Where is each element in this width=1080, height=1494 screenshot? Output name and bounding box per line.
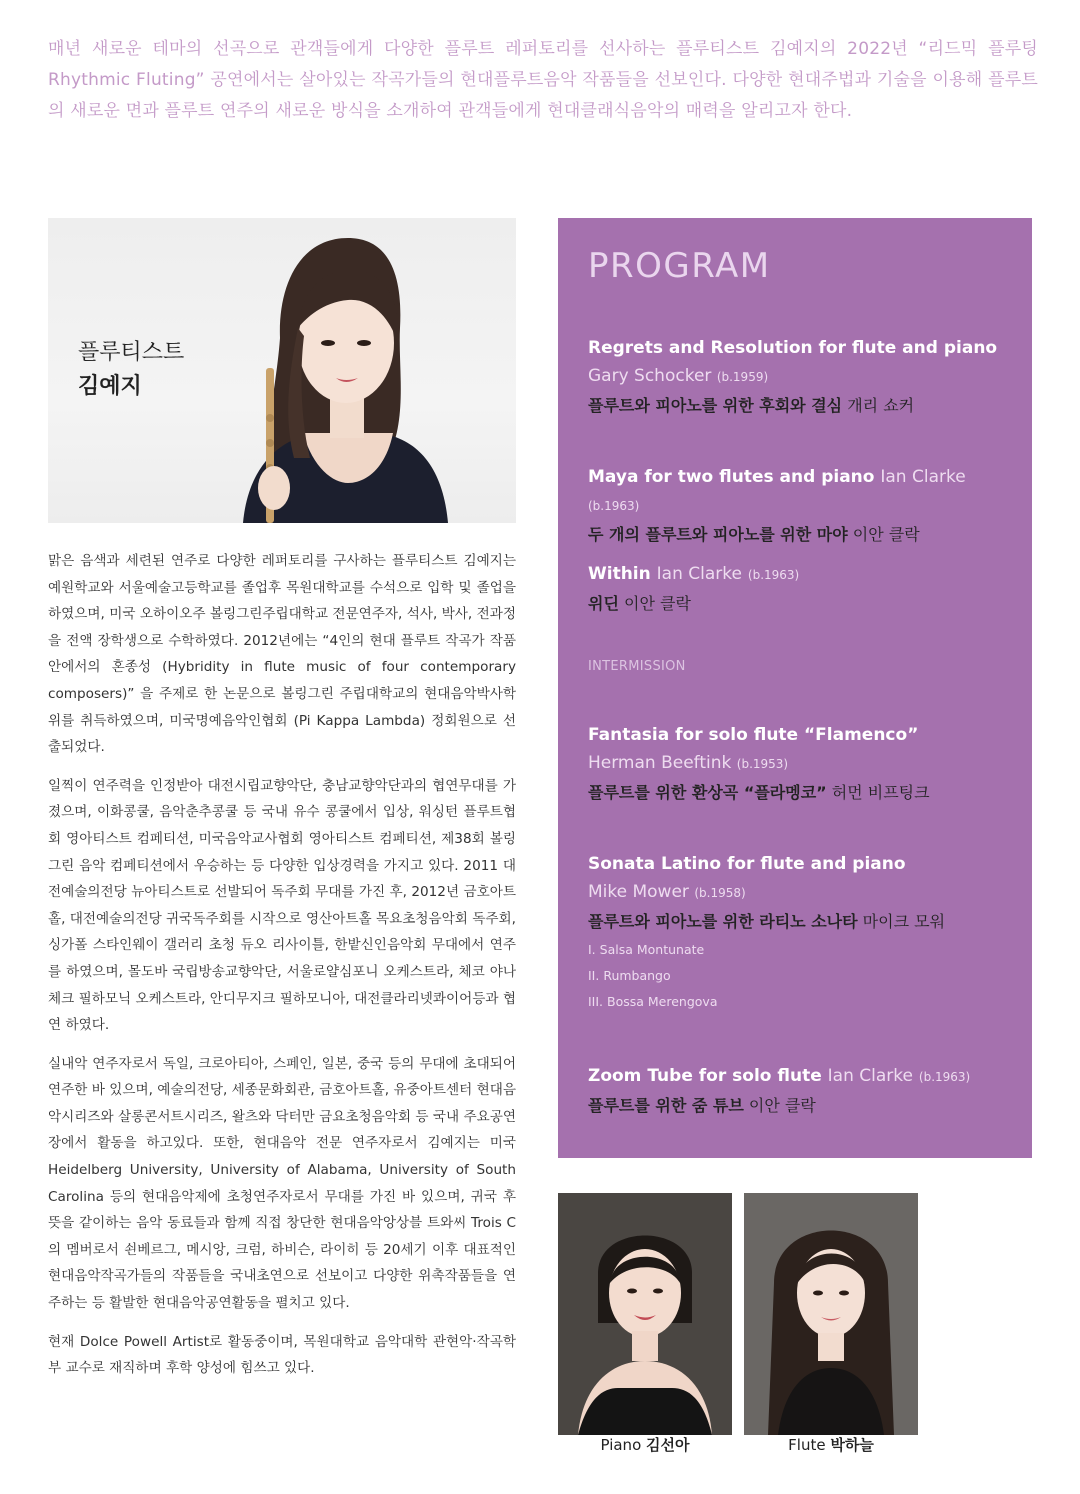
movement-item: I. Salsa Montunate — [588, 942, 705, 957]
flutist-photo — [48, 218, 516, 523]
program-piece — [588, 334, 1018, 421]
program-piece — [588, 463, 1018, 550]
pianist-caption: Piano 김선아 — [600, 1436, 690, 1454]
biography — [48, 548, 516, 1394]
piece-title: Regrets and Resolution for flute and piano — [588, 338, 998, 358]
flutist-role: 플루티스트 — [78, 340, 185, 365]
piece-korean: 두 개의 플루트와 피아노를 위한 마야 이안 클락 — [588, 525, 920, 544]
flutist2-photo — [744, 1193, 918, 1435]
piece-korean: 플루트와 피아노를 위한 라티노 소나타 마이크 모워 — [588, 912, 946, 931]
bio-paragraph: 실내악 연주자로서 독일, 크로아티아, 스페인, 일본, 중국 등의 무대에 초대되어 연주한 바 있으며, 예술의전당, 세종문화회관, 금호아트홀, 유중아트센터 현대음악시리즈와 살롱콘서트시리즈, 왈츠와 닥터만 금요초청음악회 등 국내 주요공연장에서 활동을 하고있다. 또한, 현대음악 전문 연주자로서 김예지는 미국 Heidelberg University, University of Alabama, University of South Carolina 등의 현대음악제에 초청연주자로서 무대를 가진 바 있으며, 귀국 후 뜻을 같이하는 음악 동료들과 함께 직접 창단한 현대음악앙상블 트와씨 Trois C 의 멤버로서 쇤베르그, 메시앙, 크럼, 하비슨, 라이히 등 20세기 이후 대표적인 현대음악작곡가들의 작품들을 국내초연으로 선보이고 다양한 위촉작품들을 연주하는 등 활발한 현대음악공연활동을 펼치고 있다. — [48, 1055, 516, 1312]
program-piece — [588, 721, 1018, 808]
movement-item: II. Rumbango — [588, 968, 671, 983]
program-piece — [588, 850, 1018, 1015]
movement-item: III. Bossa Merengova — [588, 994, 718, 1009]
piece-korean: 플루트를 위한 줌 튜브 이안 클락 — [588, 1096, 816, 1115]
pianist-photo — [558, 1193, 732, 1435]
program-piece — [588, 560, 1018, 619]
bio-paragraph: 일찍이 연주력을 인정받아 대전시립교향악단, 충남교향악단과의 협연무대를 가졌으며, 이화콩쿨, 음악춘추콩쿨 등 국내 유수 콩쿨에서 입상, 워싱턴 플루트협회 영아티스트 컴페티션, 미국음악교사협회 영아티스트 컴페티션, 제38회 볼링그린 음악 컴페티션에서 우승하는 등 다양한 입상경력을 가지고 있다. 2011 대전예술의전당 뉴아티스트로 선발되어 독주회 무대를 가진 후, 2012년 금호아트홀, 대전예술의전당 귀국독주회를 시작으로 영산아트홀 목요초청음악회 독주회, 싱가폴 스타인웨이 갤러리 초청 듀오 리사이틀, 한밭신인음악회 무대에서 연주를 하였으며, 몰도바 국립방송교향악단, 서울로얄심포니 오케스트라, 체코 야나체크 필하모닉 오케스트라, 안디무지크 필하모니아, 대전클라리넷콰이어등과 협연 하였다. — [48, 777, 516, 1034]
pianist-portrait-illustration — [558, 1193, 732, 1435]
piece-title: Sonata Latino for flute and piano — [588, 854, 906, 874]
piece-korean: 플루트를 위한 환상곡 “플라멩코” 허먼 비프팅크 — [588, 783, 930, 802]
piece-composer: Mike Mower (b.1958) — [588, 882, 746, 902]
piece-title: Zoom Tube for solo flute Ian Clarke (b.1963) — [588, 1066, 971, 1086]
flutist-caption — [78, 336, 184, 404]
intermission-label: INTERMISSION — [588, 659, 686, 674]
bio-paragraph: 맑은 음색과 세련된 연주로 다양한 레퍼토리를 구사하는 플루티스트 김예지는 예원학교와 서울예술고등학교를 졸업후 목원대학교를 수석으로 입학 및 졸업을 하였으며, 미국 오하이오주 볼링그린주립대학교 전문연주자, 석사, 박사, 전과정을 전액 장학생으로 수학하였다. 2012년에는 “4인의 현대 플루트 작곡가 작품 안에서의 혼종성 (Hybridity in flute music of four contemporary composers)” 을 주제로 한 논문으로 볼링그린 주립대학교의 현대음악박사학위를 취득하였으며, 미국명예음악인협회 (Pi Kappa Lambda) 정회원으로 선출되었다. — [48, 553, 516, 756]
flutist2-caption: Flute 박하늘 — [788, 1436, 874, 1454]
piece-composer: Herman Beeftink (b.1953) — [588, 753, 789, 773]
piece-korean: 플루트와 피아노를 위한 후회와 결심 개리 쇼커 — [588, 396, 915, 415]
piece-title: Fantasia for solo flute “Flamenco” — [588, 725, 919, 745]
program-heading: PROGRAM — [588, 246, 771, 286]
piece-title: Maya for two flutes and piano Ian Clarke (b.1963) — [588, 467, 966, 513]
program-piece — [588, 1062, 1018, 1121]
intro-paragraph: 매년 새로운 테마의 선곡으로 관객들에게 다양한 플루트 레퍼토리를 선사하는 플루티스트 김예지의 2022년 “리드믹 플루팅 Rhythmic Fluting” 공연에서는 살아있는 작곡가들의 현대플루트음악 작품들을 선보인다. 다양한 현대주법과 기술을 이용해 플루트의 새로운 면과 플루트 연주의 새로운 방식을 소개하여 관객들에게 현대클래식음악의 매력을 알리고자 한다. — [48, 39, 1038, 121]
piece-title: Within Ian Clarke (b.1963) — [588, 564, 800, 584]
flutist-name: 김예지 — [78, 374, 142, 399]
flutist2-portrait-illustration — [744, 1193, 918, 1435]
program-panel — [558, 218, 1032, 1158]
piece-korean: 위딘 이안 클락 — [588, 594, 691, 613]
piece-composer: Gary Schocker (b.1959) — [588, 366, 769, 386]
bio-paragraph: 현재 Dolce Powell Artist로 활동중이며, 목원대학교 음악대학 관현악·작곡학부 교수로 재직하며 후학 양성에 힘쓰고 있다. — [48, 1333, 516, 1377]
